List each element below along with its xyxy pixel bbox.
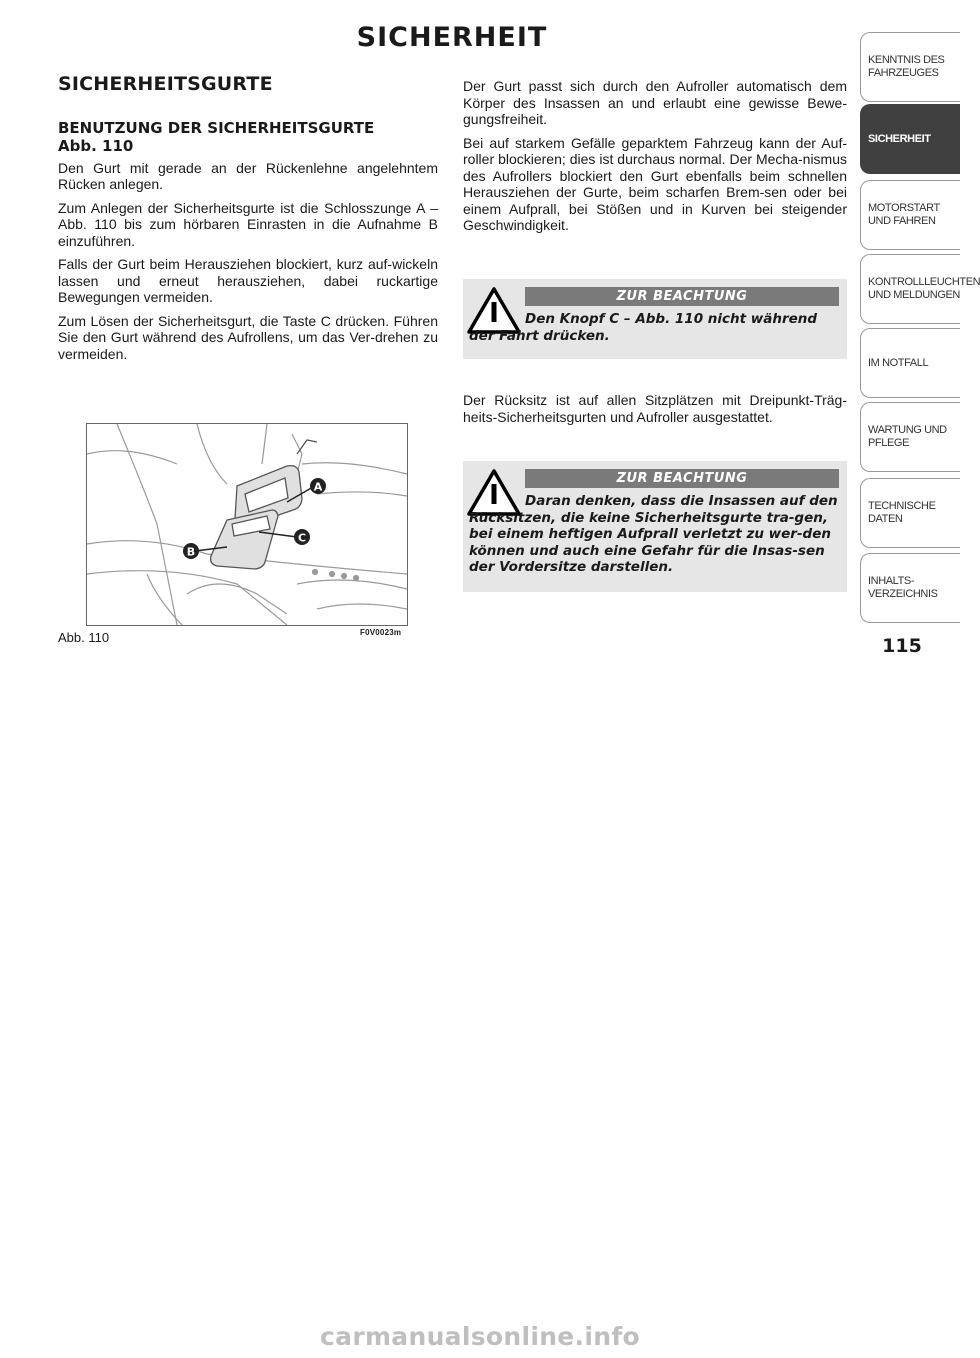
tab-technische-daten[interactable]: TECHNISCHE DATEN — [860, 478, 960, 548]
tab-motorstart-und-fahren[interactable]: MOTORSTART UND FAHREN — [860, 180, 960, 250]
warning-box — [463, 279, 847, 359]
label-b: B — [186, 545, 196, 559]
sub-heading-line2: Abb. 110 — [58, 136, 134, 155]
paragraph: Den Gurt mit gerade an der Rückenlehne angelehntem Rücken anlegen. — [58, 159, 438, 192]
warning-banner: ZUR BEACHTUNG — [525, 287, 839, 306]
sub-heading-line1: BENUTZUNG DER SICHERHEITSGURTE — [58, 118, 375, 137]
tab-wartung-und-pflege[interactable]: WARTUNG UND PFLEGE — [860, 402, 960, 472]
label-b-marker — [183, 543, 199, 559]
label-c-marker — [294, 529, 310, 545]
warning-text: Den Knopf C – Abb. 110 nicht während der Fahrt drücken. — [469, 311, 818, 344]
page-title: SICHERHEIT — [356, 22, 548, 53]
paragraph: Zum Lösen der Sicherheitsgurt, die Taste C drücken. Führen Sie den Gurt während des Aufrollens, um das Ver-drehen zu vermeiden. — [58, 312, 438, 362]
sub-heading — [58, 119, 438, 155]
figure-code: F0V0023m — [360, 628, 402, 637]
warning-text: Daran denken, dass die Insassen auf den Rücksitzen, die keine Sicherheitsgurte tra-gen, bei einem heftigen Aufprall verletzt zu wer-den können und auch eine Gefahr für die Insas-sen der Vordersitze darstellen. — [469, 493, 838, 575]
seatbelt-illustration — [86, 423, 408, 626]
section-heading: SICHERHEITSGURTE — [58, 73, 273, 95]
right-column — [463, 78, 847, 241]
tab-kontrollleuchten-und-meldungen[interactable]: KONTROLLLEUCHTEN UND MELDUNGEN — [860, 254, 960, 324]
figure-caption: Abb. 110 — [58, 630, 110, 645]
label-a: A — [313, 480, 323, 494]
warning-banner: ZUR BEACHTUNG — [525, 469, 839, 488]
label-a-marker — [310, 478, 326, 494]
tab-im-notfall[interactable]: IM NOTFALL — [860, 328, 960, 398]
watermark: carmanualsonline.info — [320, 1322, 640, 1351]
warning-box — [463, 461, 847, 592]
label-c: C — [297, 531, 307, 545]
paragraph: Bei auf starkem Gefälle geparktem Fahrzeug kann der Auf-roller blockieren; dies ist durchaus normal. Der Mecha-nismus des Aufrollers blockiert den Gurt ebenfalls beim schnellen Herausziehen der Gurte, beim scharfen Brem-sen oder bei einem Aufprall, bei Stößen und in Kurven bei steigender Geschwindigkeit. — [463, 134, 847, 233]
paragraph: Der Rücksitz ist auf allen Sitzplätzen mit Dreipunkt-Träg-heits-Sicherheitsgurten und Aufroller ausgestattet. — [463, 392, 847, 425]
tab-sicherheit[interactable]: SICHERHEIT — [860, 104, 960, 174]
page-number: 115 — [882, 635, 922, 657]
tab-inhaltsverzeichnis[interactable]: INHALTS- VERZEICHNIS — [860, 553, 960, 623]
left-column — [58, 73, 438, 369]
paragraph: Falls der Gurt beim Herausziehen blockiert, kurz auf-wickeln lassen und erneut herausziehen, dabei ruckartige Bewegungen vermeiden. — [58, 256, 438, 305]
paragraph: Der Gurt passt sich durch den Aufroller automatisch dem Körper des Insassen an und erlaubt eine gewisse Bewe-gungsfreiheit. — [463, 78, 847, 127]
tab-kenntnis-des-fahrzeuges[interactable]: KENNTNIS DES FAHRZEUGES — [860, 32, 960, 102]
paragraph: Zum Anlegen der Sicherheitsgurte ist die Schlosszunge A – Abb. 110 bis zum hörbaren Einrasten in die Aufnahme B einzuführen. — [58, 199, 438, 249]
